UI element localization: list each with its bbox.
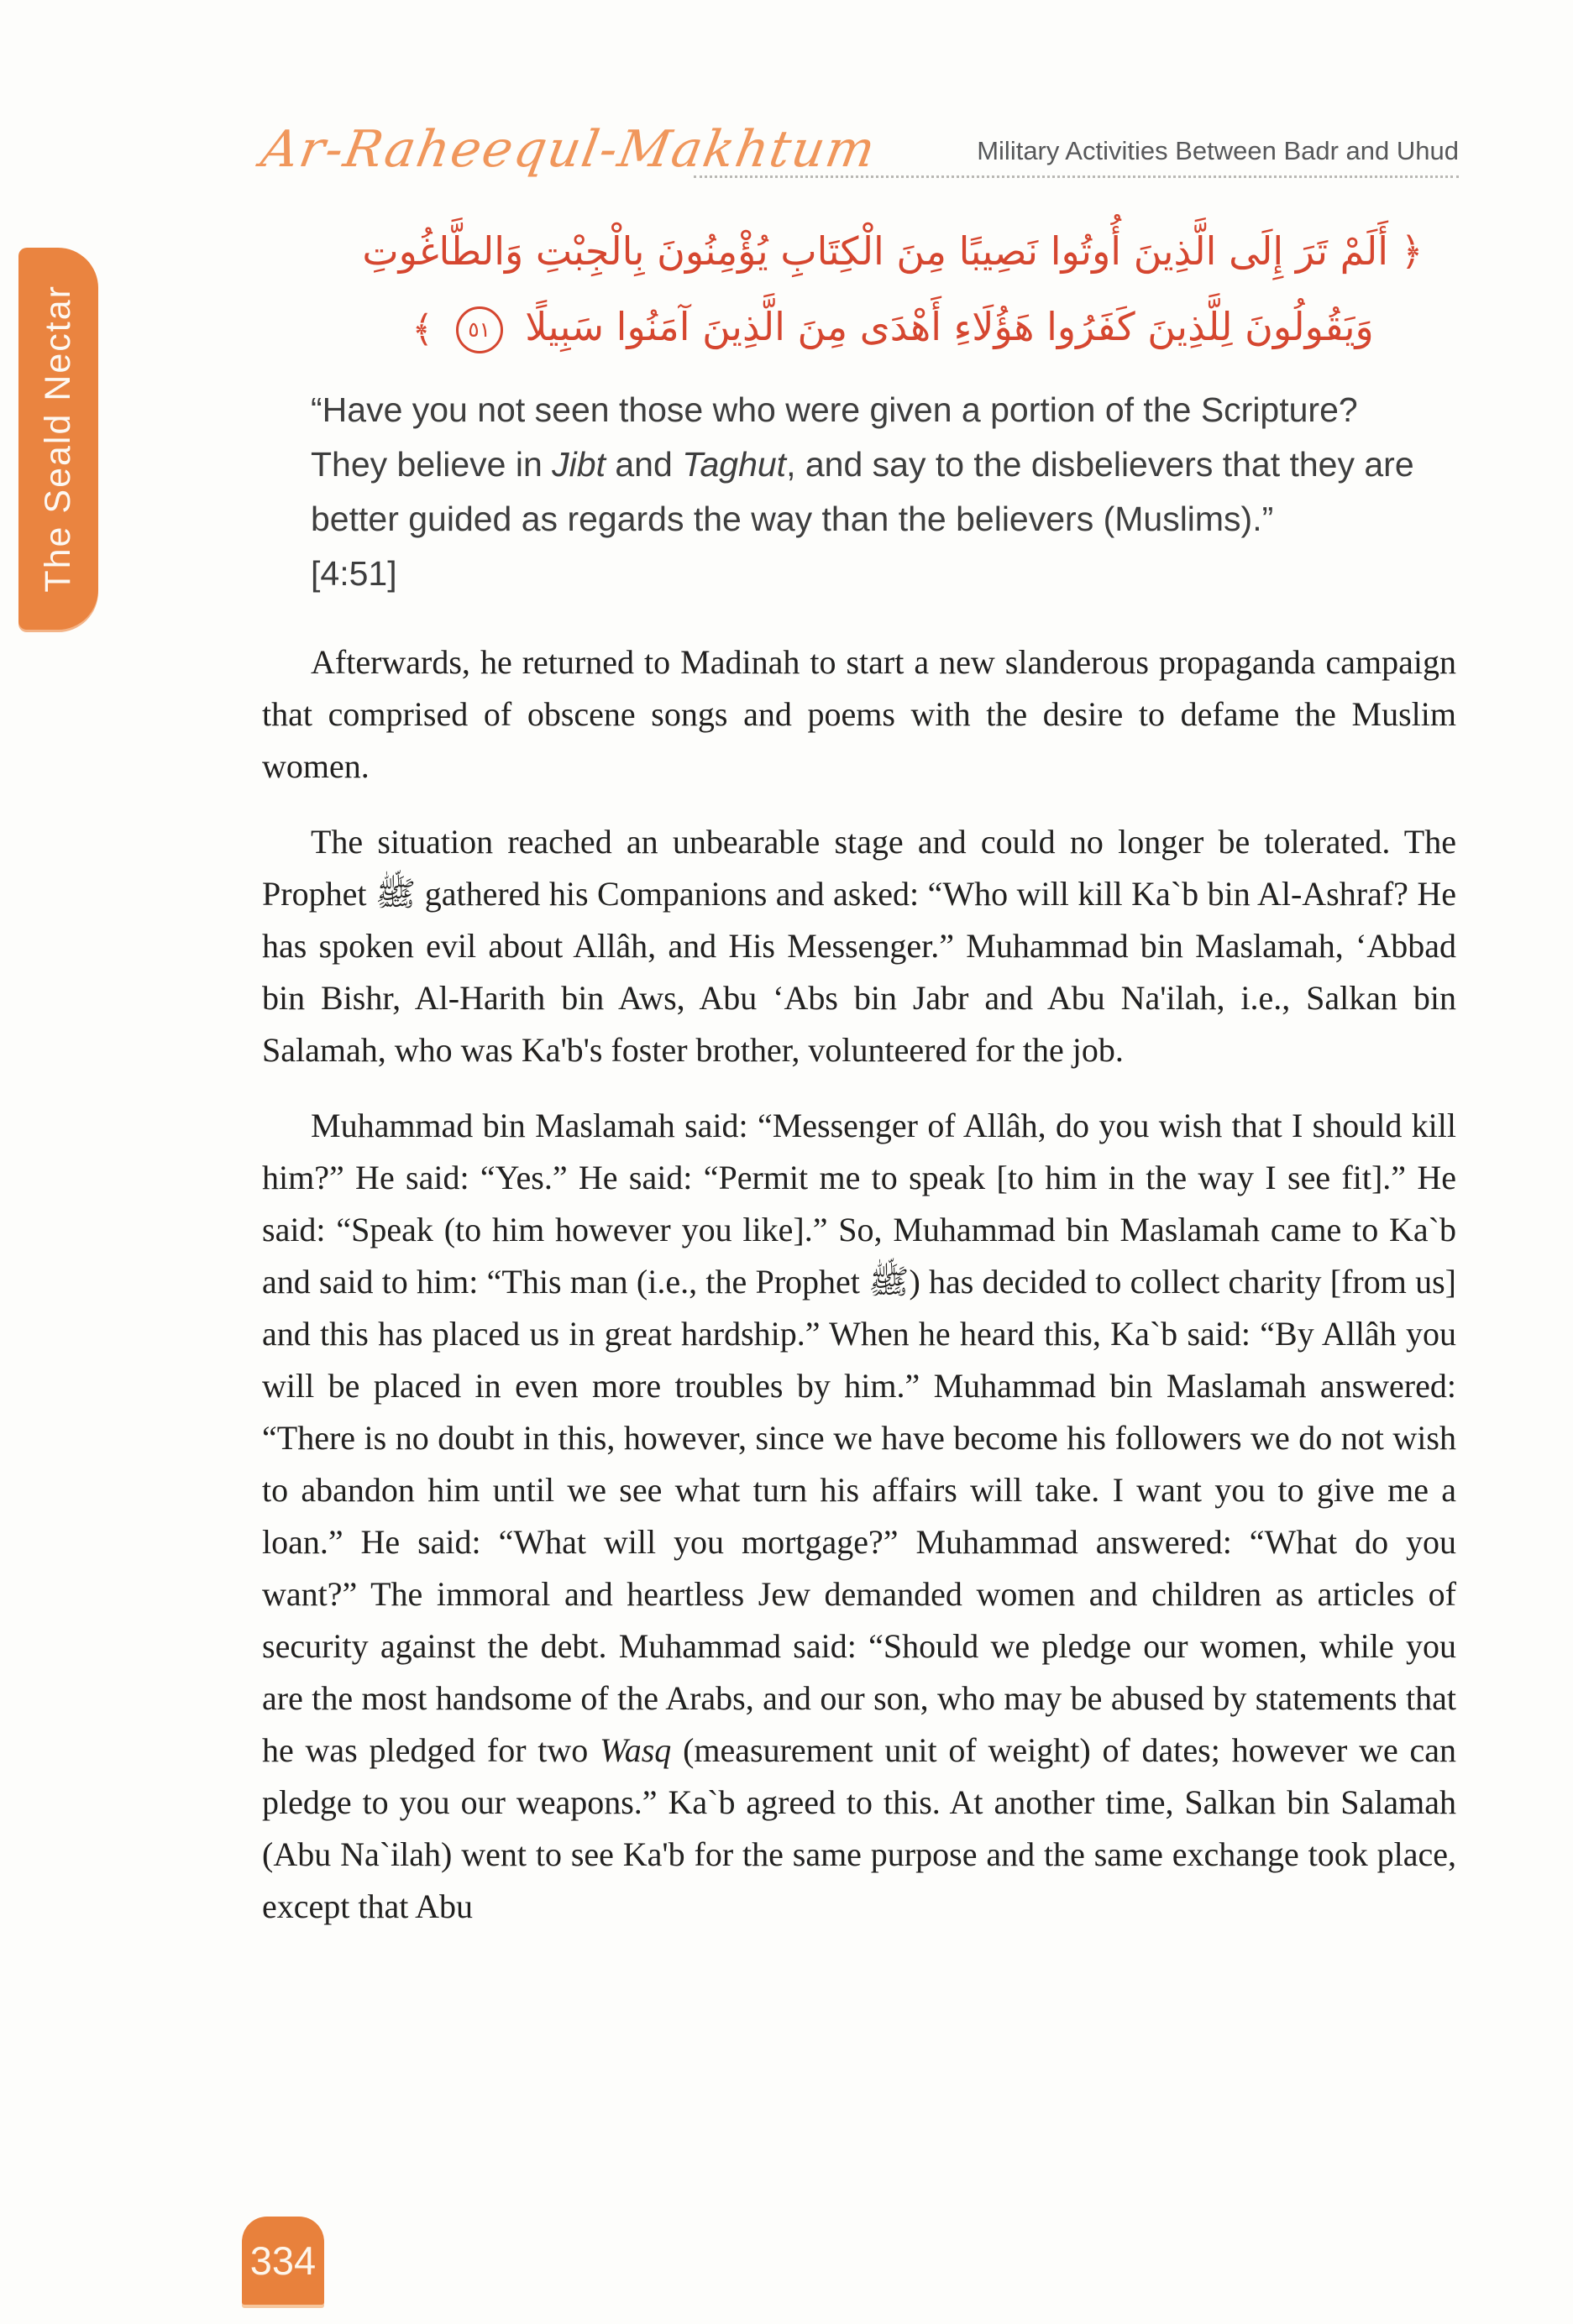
- quran-verse: [262, 225, 1456, 354]
- body-paragraphs: [262, 636, 1456, 1933]
- text-run: , and say to the disbelievers that they are better guided as regards the way than the believers (Muslims).”: [311, 445, 1414, 539]
- text-run: (measurement unit of weight) of dates; however we can pledge to you our weapons.” Ka`b agreed to this. At another time, Salkan bin Salamah (Abu Na`ilah) went to see Ka'b for the same purpose and the same exchange took place, except that Abu: [262, 1731, 1456, 1926]
- text-run: “Have you not seen those who were given a portion of the Scripture? They believe in: [311, 390, 1358, 484]
- sidebar-tab-label: The Seald Nectar: [38, 285, 78, 593]
- italic-term: Wasq: [600, 1731, 672, 1770]
- ayah-number-badge: ٥١: [456, 306, 503, 353]
- verse-translation: [311, 383, 1418, 547]
- italic-term: Taghut: [682, 445, 787, 484]
- text-run: Afterwards, he returned to Madinah to start a new slanderous propaganda campaign that comprised of obscene songs and poems with the desire to defame the Muslim women.: [262, 643, 1456, 786]
- page-content: [262, 225, 1456, 1956]
- text-run: Muhammad bin Maslamah said: “Messenger of Allâh, do you wish that I should kill him?” He said: “Yes.” He said: “Permit me to speak [to him in the way I see fit].” He said: “Speak (to him however you like].” So, Muhammad bin Maslamah came to Ka`b and said to him: “This man (i.e., the Prophet ﷺ) has decided to collect charity [from us] and this has placed us in great hardship.” When he heard this, Ka`b said: “By Allâh you will be placed in even more troubles by him.” Muhammad bin Maslamah answered: “There is no doubt in this, however, since we have become his followers we do not wish to abandon him until we see what turn his affairs will take. I want you to give me a loan.” He said: “What will you mortgage?” Muhammad answered: “What do you want?” The immoral and heartless Jew demanded women and children as articles of security against the debt. Muhammad said: “Should we pledge our women, while you are the most handsome of the Arabs, and our son, who may be abused by statements that he was pledged for two: [262, 1107, 1456, 1770]
- body-paragraph: [262, 636, 1456, 793]
- text-run: The situation reached an unbearable stage and could no longer be tolerated. The Prophet ﷺ gathered his Companions and asked: “Who will kill Ka`b bin Al-Ashraf? He has spoken evil about Allâh, and His Messenger.” Muhammad bin Maslamah, ‘Abbad bin Bishr, Al-Harith bin Aws, Abu ‘Abs bin Jabr and Abu Na'ilah, i.e., Salkan bin Salamah, who was Ka'b's foster brother, volunteered for the job.: [262, 823, 1457, 1070]
- sidebar-tab: [18, 248, 98, 630]
- page-number-tab: [242, 2217, 324, 2305]
- quran-verse-line-1: ﴿ أَلَمْ تَرَ إِلَى الَّذِينَ أُوتُوا نَصِيبًا مِنَ الْكِتَابِ يُؤْمِنُونَ بِالْجِبْتِ وَالطَّاغُوتِ: [362, 228, 1424, 274]
- quran-verse-line-2: [329, 301, 1456, 354]
- body-paragraph: [262, 1100, 1456, 1933]
- body-paragraph: [262, 816, 1456, 1076]
- page-number: 334: [249, 2238, 317, 2283]
- quran-verse-line-2-text: وَيَقُولُونَ لِلَّذِينَ كَفَرُوا هَؤُلَاءِ أَهْدَى مِنَ الَّذِينَ آمَنُوا سَبِيلًا: [525, 304, 1374, 350]
- book-title-script: Ar-Raheequl-Makhtum: [256, 120, 881, 179]
- verse-reference: [4:51]: [311, 554, 397, 594]
- italic-term: Jibt: [552, 445, 606, 484]
- text-run: and: [605, 445, 683, 484]
- verse-closing-ornament: ﴾: [412, 307, 434, 351]
- chapter-title: Military Activities Between Badr and Uhud: [977, 136, 1459, 165]
